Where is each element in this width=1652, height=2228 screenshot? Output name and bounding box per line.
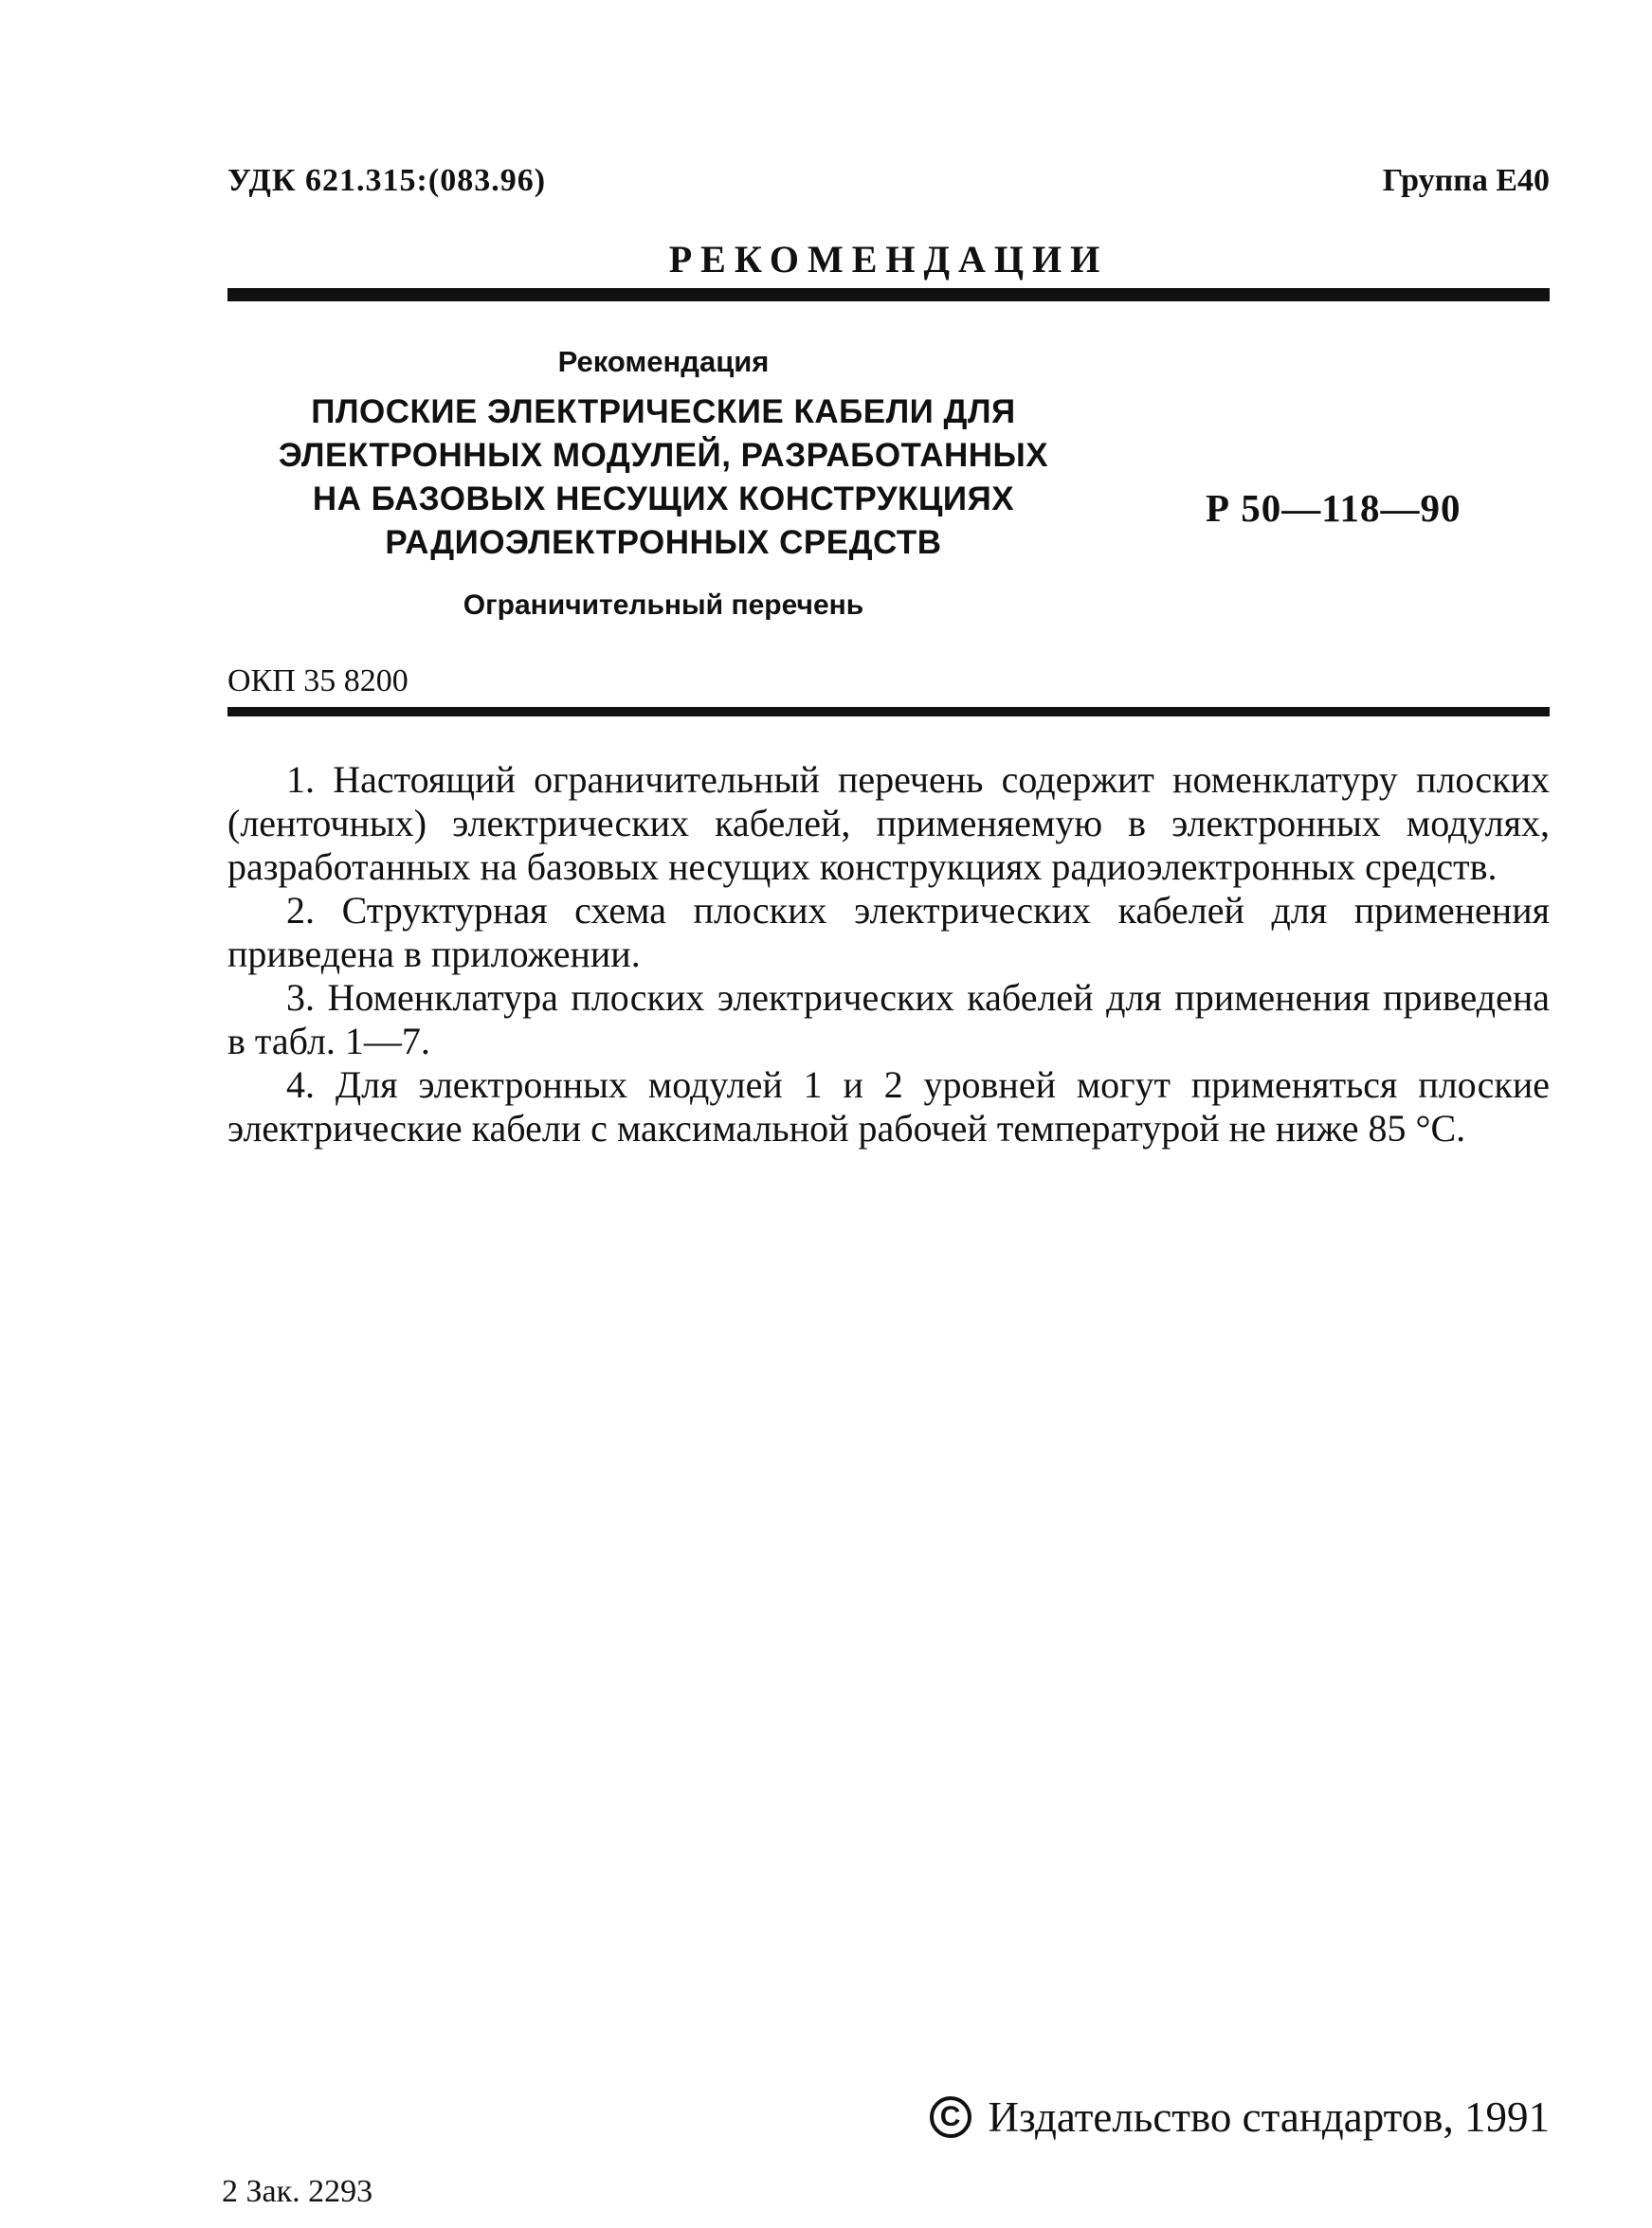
copyright-text: Издательство стандартов, 1991 [988, 2093, 1550, 2141]
group-code: Группа Е40 [1382, 163, 1550, 198]
title-line: ПЛОСКИЕ ЭЛЕКТРИЧЕСКИЕ КАБЕЛИ ДЛЯ [311, 393, 1016, 430]
document-title [227, 390, 1099, 565]
body-text [227, 758, 1550, 1150]
paragraph-2: 2. Структурная схема плоских электрических кабелей для применения приведена в приложении. [227, 889, 1550, 975]
paragraph-4: 4. Для электронных модулей 1 и 2 уровней могут применяться плоские электрические кабели с максимальной рабочей температурой не ниже 85 °С. [227, 1063, 1550, 1150]
title-line: НА БАЗОВЫХ НЕСУЩИХ КОНСТРУКЦИЯХ [312, 480, 1015, 517]
copyright-notice [930, 2092, 1550, 2142]
document-series: РЕКОМЕНДАЦИИ [668, 238, 1109, 281]
header-divider [227, 707, 1550, 716]
top-divider [227, 288, 1550, 301]
document-type-label: Рекомендация [557, 345, 770, 378]
paragraph-1: 1. Настоящий ограничительный перечень содержит номенклатуру плоских (ленточных) электрических кабелей, применяемую в электронных модулях, разработанных на базовых несущих конструкциях радиоэлектронных средств. [227, 758, 1550, 888]
title-line: РАДИОЭЛЕКТРОННЫХ СРЕДСТВ [385, 524, 942, 561]
document-designation: Р 50—118—90 [1206, 486, 1461, 530]
order-number: 2 Зак. 2293 [222, 2174, 373, 2209]
document-subtitle: Ограничительный перечень [463, 589, 864, 621]
title-line: ЭЛЕКТРОННЫХ МОДУЛЕЙ, РАЗРАБОТАННЫХ [278, 437, 1049, 474]
paragraph-3: 3. Номенклатура плоских электрических кабелей для применения приведена в табл. 1—7. [227, 976, 1550, 1062]
copyright-icon: C [930, 2096, 971, 2138]
udk-code: УДК 621.315:(083.96) [227, 163, 547, 198]
okp-code: ОКП 35 8200 [227, 663, 408, 698]
